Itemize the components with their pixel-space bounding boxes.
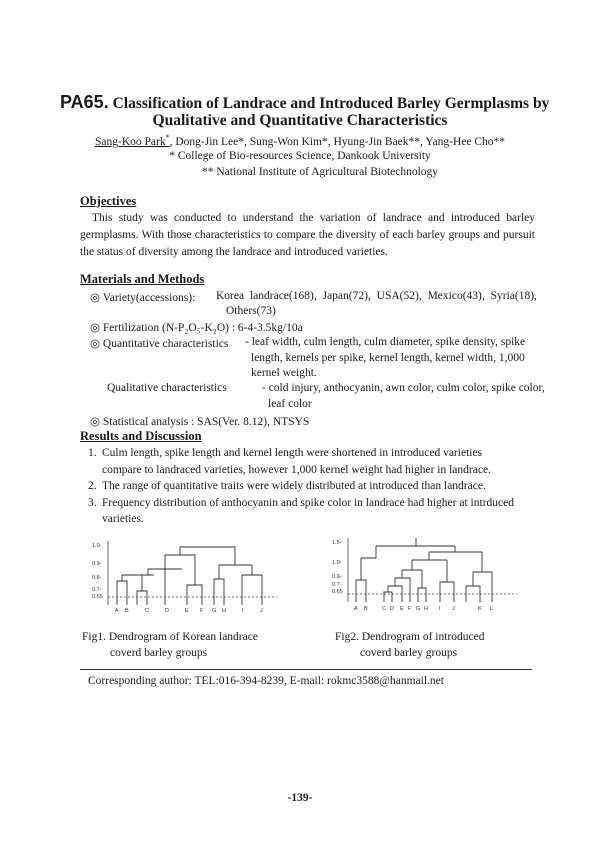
fertilization: ◎ Fertilization (N-P₂O₅-K₂O) : 6-4-3.5kg/10a xyxy=(90,322,303,334)
variety-label: ◎ Variety(accessions): xyxy=(90,292,196,304)
fig1-ytick-5: 0.65 xyxy=(92,594,103,600)
fig1-leaf-B: B xyxy=(125,608,129,614)
fig1-leaf-H: H xyxy=(222,608,226,614)
poster-code: PA65. xyxy=(60,92,109,112)
figure-2-caption-line1: Fig2. Dendrogram of introduced xyxy=(335,631,485,643)
footer-divider xyxy=(80,669,532,670)
qualitative-text-2: leaf color xyxy=(268,398,312,410)
fig1-leaf-C: C xyxy=(145,608,149,614)
author-list xyxy=(0,133,600,148)
fig2-leaf-H: H xyxy=(424,606,428,612)
fig2-leaf-L: L xyxy=(490,606,494,612)
fig2-ytick-4: 0.7- xyxy=(332,582,342,588)
fig2-leaf-I: I xyxy=(439,606,441,612)
quantitative-label: ◎ Quantitative characteristics xyxy=(90,338,229,350)
fig2-leaf-F: F xyxy=(408,606,412,612)
fig1-leaf-A: A xyxy=(115,608,119,614)
figure-2-dendrogram xyxy=(332,530,522,615)
objectives-text: This study was conducted to understand the variation of landrace and introduced barley germplasms. With those characteristics to compare the diversity of each barley groups and pursuit the status of diversity among the landrace and introduced varieties. xyxy=(80,212,535,258)
corresponding-author: Corresponding author: TEL:016-394-8239, E-mail: rokmc3588@hanmail.net xyxy=(88,675,444,687)
fig2-ytick-1: 1.5- xyxy=(332,540,342,546)
fig2-ytick-2: 1.0- xyxy=(332,560,342,566)
quantitative-text-1: - leaf width, culm length, culm diameter, spike density, spike xyxy=(245,336,526,348)
fig1-ytick-4: 0.7- xyxy=(92,587,102,593)
other-authors: , Dong-Jin Lee*, Sung-Won Kim*, Hyung-Jin Baek**, Yang-Hee Cho** xyxy=(169,135,505,148)
figure-1-caption-line1: Fig1. Dendrogram of Korean landrace xyxy=(82,631,258,643)
results-heading: Results and Discussion xyxy=(80,429,202,443)
fig2-leaf-E: E xyxy=(400,606,404,612)
fig1-leaf-D: D xyxy=(165,608,169,614)
methods-heading: Materials and Methods xyxy=(80,272,205,286)
fig2-leaf-K: K xyxy=(478,606,482,612)
fig1-branches xyxy=(117,547,262,605)
fig1-leaf-G: G xyxy=(212,608,217,614)
fig1-leaf-J: J xyxy=(260,608,263,614)
paper-title-line2: Qualitative and Quantitative Characteristics xyxy=(152,112,448,129)
fig2-leaf-B: B xyxy=(364,606,368,612)
statistical-analysis: ◎ Statistical analysis : SAS(Ver. 8.12), NTSYS xyxy=(90,416,310,428)
figure-2-caption-line2: coverd barley groups xyxy=(360,647,458,659)
results-list xyxy=(88,445,538,528)
fig1-leaf-F: F xyxy=(200,608,204,614)
result-item-1: 1. Culm length, spike length and kernel length were shortened in introduced varieties compare to landraced varieties, however 1,000 kernel weight had higher in landrace. xyxy=(88,447,491,476)
qualitative-text-1: - cold injury, anthocyanin, awn color, culm color, spike color, xyxy=(262,382,545,394)
result-item-2: 2. The range of quantitative traits were widely distributed at introduced than landrace. xyxy=(88,480,486,492)
fig1-leaf-E: E xyxy=(185,608,189,614)
variety-text: Korea landrace(168), Japan(72), USA(52), Mexico(43), Syria(18), xyxy=(216,290,537,302)
fig1-ytick-2: 0.9- xyxy=(92,561,102,567)
first-author: Sang-Koo Park* xyxy=(94,133,170,148)
fig2-ytick-5: 0.65 xyxy=(332,589,343,595)
page-number: -139- xyxy=(287,792,313,804)
quantitative-text-3: kernel weight. xyxy=(251,367,317,379)
objectives-heading: Objectives xyxy=(80,194,137,208)
title-text-line1: Classification of Landrace and Introduced Barley Germplasms by xyxy=(112,95,550,112)
variety-text-2: Others(73) xyxy=(226,305,276,317)
fig2-leaf-D: D xyxy=(390,606,394,612)
quantitative-text-2: length, kernels per spike, kernel length, kernel width, 1,000 xyxy=(251,352,525,364)
paper-title-line1 xyxy=(60,92,549,113)
fig2-leaf-G: G xyxy=(416,606,421,612)
fig1-ytick-3: 0.8- xyxy=(92,575,102,581)
affiliation-1: * College of Bio-resources Science, Dankook University xyxy=(169,150,431,162)
fig1-leaf-I: I xyxy=(242,608,244,614)
result-item-3: 3. Frequency distribution of anthocyanin and spike color in landrace had higher at intrduced varieties. xyxy=(88,496,514,525)
fig2-leaf-A: A xyxy=(354,606,358,612)
figure-1-caption-line2: coverd barley groups xyxy=(110,647,208,659)
figure-1-dendrogram xyxy=(92,535,282,615)
qualitative-label: Qualitative characteristics xyxy=(107,382,227,394)
fig2-branches xyxy=(356,538,492,602)
fig2-leaf-C: C xyxy=(382,606,386,612)
fig2-ytick-3: 0.9- xyxy=(332,574,342,580)
fig1-ytick-1: 1.0- xyxy=(92,543,102,549)
fig2-leaf-J: J xyxy=(452,606,455,612)
affiliation-2: ** National Institute of Agricultural Biotechnology xyxy=(201,166,439,178)
